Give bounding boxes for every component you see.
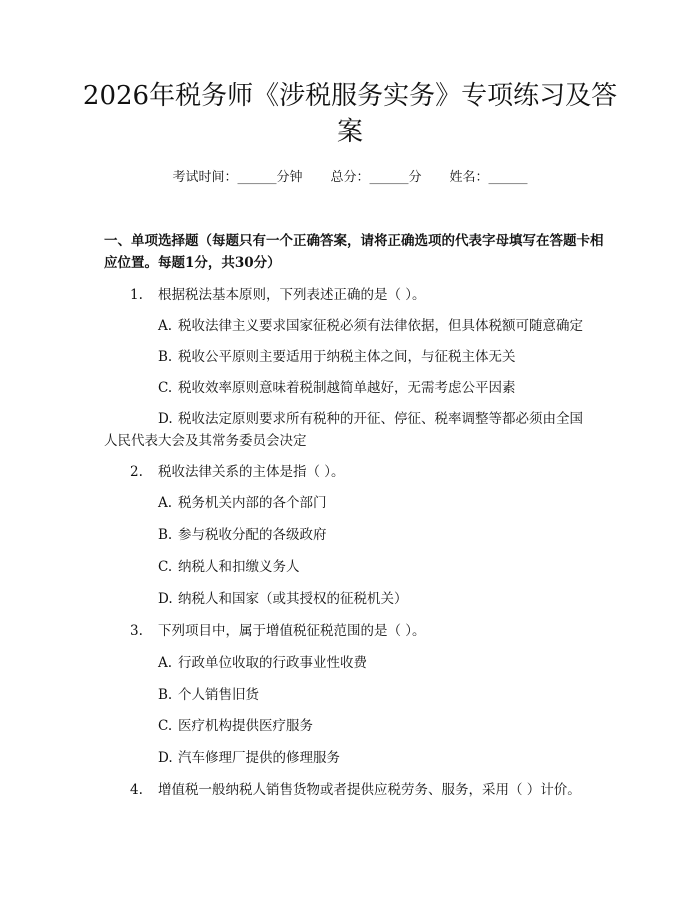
- question-3: [130, 621, 426, 641]
- total-score-field: 总分：______分: [330, 170, 422, 185]
- option-2c: [158, 557, 300, 577]
- option-text: 税收法定原则要求所有税种的开征、停征、税率调整等都必须由全国: [178, 411, 583, 427]
- question-number: 3.: [130, 623, 143, 639]
- option-text: 纳税人和扣缴义务人: [178, 559, 300, 575]
- option-letter: C.: [158, 380, 173, 396]
- option-letter: A.: [158, 318, 173, 334]
- option-letter: C.: [158, 718, 173, 734]
- option-3a: [158, 653, 367, 673]
- option-2a: [158, 493, 327, 513]
- option-text: 税收公平原则主要适用于纳税主体之间，与征税主体无关: [178, 349, 516, 365]
- option-letter: D.: [158, 591, 173, 607]
- option-letter: B.: [158, 687, 173, 703]
- question-text: 下列项目中，属于增值税征税范围的是（ ）。: [158, 623, 426, 639]
- option-letter: B.: [158, 349, 173, 365]
- option-text: 医疗机构提供医疗服务: [178, 718, 313, 734]
- option-3b: [158, 685, 259, 705]
- question-4: [130, 780, 581, 800]
- section-heading: 一、单项选择题（每题只有一个正确答案，请将正确选项的代表字母填写在答题卡相应位置。每题1分，共30分）: [104, 233, 604, 271]
- option-letter: C.: [158, 559, 173, 575]
- option-3d: [158, 748, 340, 768]
- option-text: 税务机关内部的各个部门: [178, 495, 327, 511]
- question-number: 4.: [130, 782, 143, 798]
- option-letter: D.: [158, 750, 173, 766]
- question-text: 根据税法基本原则，下列表述正确的是（ ）。: [158, 287, 426, 303]
- page-title: 2026年税务师《涉税服务实务》专项练习及答案: [82, 81, 618, 147]
- question-number: 1.: [130, 287, 143, 303]
- question-text: 税收法律关系的主体是指（ ）。: [158, 464, 345, 480]
- option-text: 汽车修理厂提供的修理服务: [178, 750, 340, 766]
- option-text: 个人销售旧货: [178, 687, 259, 703]
- option-3c: [158, 716, 313, 736]
- option-letter: D.: [158, 411, 173, 427]
- question-2: [130, 462, 345, 482]
- option-letter: A.: [158, 655, 173, 671]
- option-text: 税收法律主义要求国家征税必须有法律依据，但具体税额可随意确定: [178, 318, 583, 334]
- exam-time-field: 考试时间：______分钟: [172, 170, 303, 185]
- question-text: 增值税一般纳税人销售货物或者提供应税劳务、服务，采用（ ）计价。: [158, 782, 581, 798]
- question-number: 2.: [130, 464, 143, 480]
- option-letter: B.: [158, 527, 173, 543]
- question-1: [130, 285, 426, 305]
- option-text: 参与税收分配的各级政府: [178, 527, 327, 543]
- option-1d: [158, 409, 583, 429]
- option-2b: [158, 525, 327, 545]
- name-field: 姓名：______: [449, 170, 528, 185]
- option-1b: [158, 347, 516, 367]
- option-2d: [158, 589, 408, 609]
- option-text: 税收效率原则意味着税制越简单越好，无需考虑公平因素: [178, 380, 516, 396]
- option-1a: [158, 316, 583, 336]
- option-letter: A.: [158, 495, 173, 511]
- option-1c: [158, 378, 516, 398]
- option-text: 行政单位收取的行政事业性收费: [178, 655, 367, 671]
- option-text: 纳税人和国家（或其授权的征税机关）: [178, 591, 408, 607]
- exam-meta-row: [0, 168, 700, 188]
- option-1d-continuation: 人民代表大会及其常务委员会决定: [104, 433, 307, 449]
